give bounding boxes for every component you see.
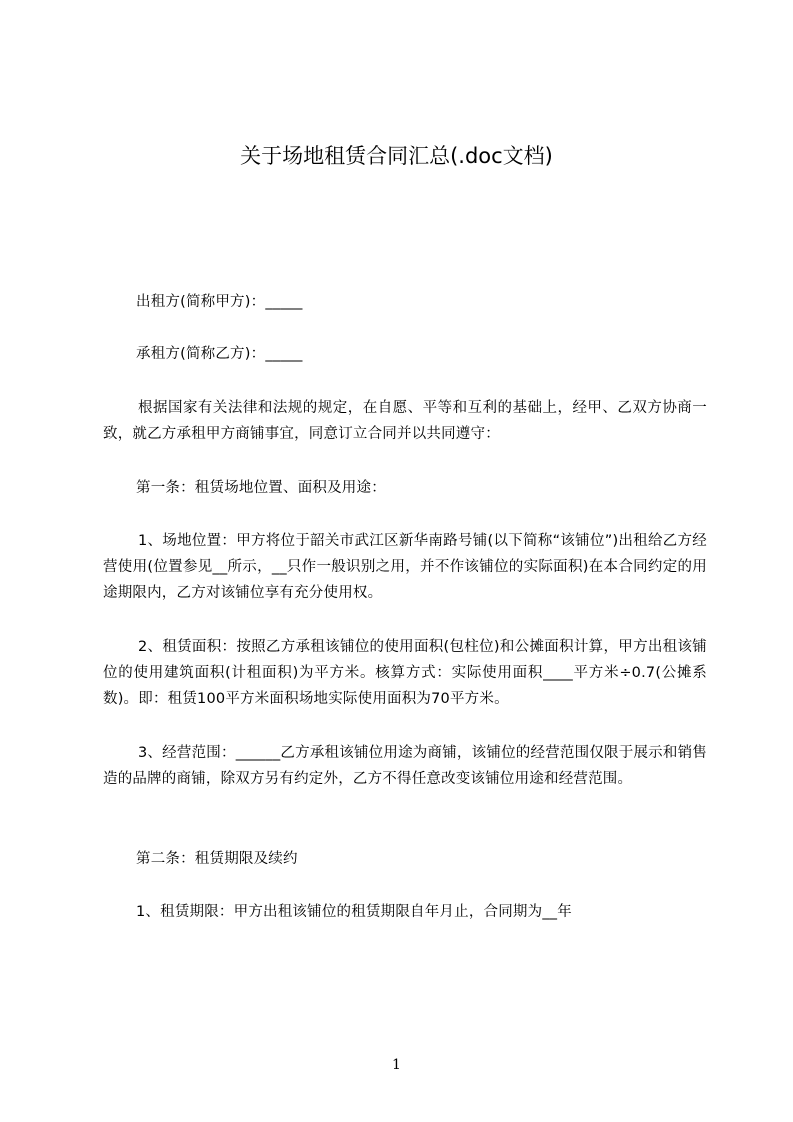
page-number: 1 [392,1057,401,1073]
clause-location: 1、场地位置：甲方将位于韶关市武江区新华南路号铺(以下简称“该铺位”)出租给乙方经营使用(位置参见__所示，__只作一般识别之用，并不作该铺位的实际面积)在本合同约定的用途期限内，乙方对该铺位享有充分使用权。 [103,533,707,601]
lessor-line: 出租方(简称甲方)：_____ [136,294,303,310]
clause-area: 2、租赁面积：按照乙方承租该铺位的使用面积(包柱位)和公摊面积计算，甲方出租该铺位的使用建筑面积(计租面积)为平方米。核算方式：实际使用面积____平方米÷0.7(公摊系数)。即：租赁100平方米面积场地实际使用面积为70平方米。 [103,639,707,707]
clause-business-scope: 3、经营范围：______乙方承租该铺位用途为商铺，该铺位的经营范围仅限于展示和销售造的品牌的商铺，除双方另有约定外，乙方不得任意改变该铺位用途和经营范围。 [103,745,707,787]
lessee-line: 承租方(简称乙方)：_____ [136,346,303,362]
preamble-paragraph: 根据国家有关法律和法规的规定，在自愿、平等和互利的基础上，经甲、乙双方协商一致，就乙方承租甲方商铺事宜，同意订立合同并以共同遵守： [103,400,707,442]
article-one-heading: 第一条：租赁场地位置、面积及用途： [136,480,386,496]
article-two-heading: 第二条：租赁期限及续约 [136,851,298,867]
clause-lease-term: 1、租赁期限：甲方出租该铺位的租赁期限自年月止，合同期为__年 [136,904,572,920]
document-title: 关于场地租赁合同汇总(.doc文档) [240,144,553,168]
